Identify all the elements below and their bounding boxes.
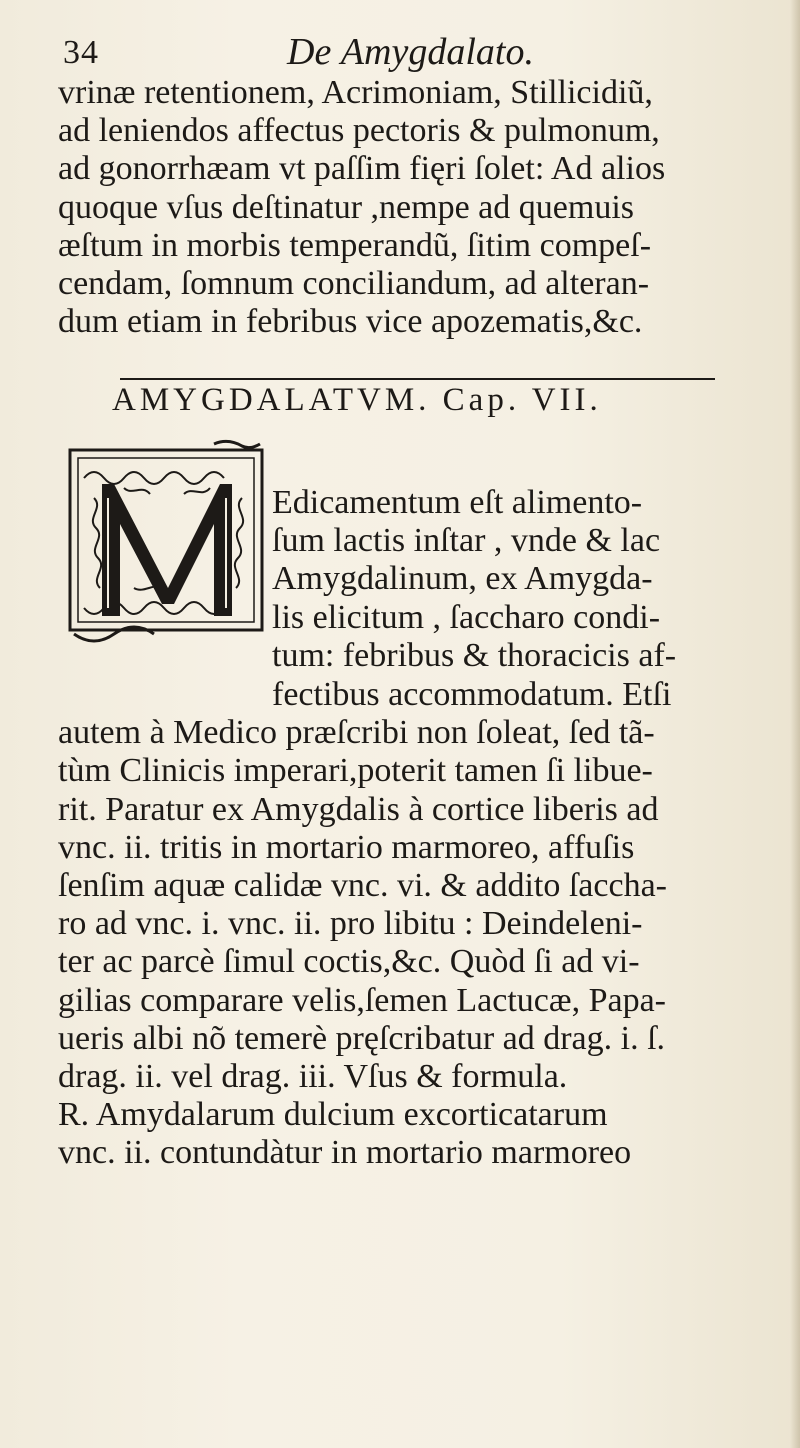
text-line: R. Amydalarum dulcium excorticatarum	[58, 1096, 608, 1134]
text-line: autem à Medico præſcribi non ſoleat, ſed tã-	[58, 714, 655, 752]
text-line: rit. Paratur ex Amygdalis à cortice liberis ad	[58, 790, 659, 828]
decorated-initial-m-icon	[64, 438, 276, 658]
text-line: ſenſim aquæ calidæ vnc. vi. & addito ſaccha-	[58, 867, 667, 905]
running-title: De Аmygdalato.	[287, 31, 534, 73]
text-line: vnc. ii. contundàtur in mortario marmoreo	[58, 1134, 632, 1172]
text-line: tum: febribus & thoracicis af-	[272, 636, 677, 674]
text-line: ad gonorrhæam vt paſſim fięri ſolet: Ad alios	[58, 150, 666, 188]
text-line: Amygdalinum, ex Amygda-	[272, 560, 653, 598]
initial-paragraph	[272, 484, 772, 675]
chapter-rule	[120, 378, 715, 380]
text-line: lis elicitum , ſaccharo condi-	[272, 598, 661, 636]
text-line: drag. ii. vel drag. iii. Vſus & formula.	[58, 1058, 568, 1096]
text-line: tùm Clinicis imperari,poterit tamen ſi libue-	[58, 752, 653, 790]
intro-paragraph	[58, 74, 773, 341]
text-line: Edicamentum eſt alimento-	[272, 484, 643, 521]
text-line: gilias comparare velis,ſemen Lactucæ, Papa-	[58, 981, 666, 1019]
page-header	[55, 30, 755, 80]
body-paragraph	[58, 676, 773, 1173]
text-line: fectibus accommodatum. Etſi	[272, 676, 672, 713]
text-line: cendam, ſomnum conciliandum, ad alteran-	[58, 265, 650, 303]
text-line: vnc. ii. tritis in mortario marmoreo, affuſis	[58, 828, 635, 866]
text-line: quoque vſus deſtinatur ,nempe ad quemuis	[58, 188, 634, 226]
text-line: ſum lactis inſtar , vnde & lac	[272, 522, 661, 560]
text-line: æſtum in morbis temperandũ, ſitim compeſ-	[58, 226, 652, 264]
text-line: ueris albi nõ temerè pręſcribatur ad drag. i. ſ.	[58, 1019, 666, 1057]
text-line: ro ad vnc. i. vnc. ii. pro libitu : Deindeleni-	[58, 905, 643, 943]
text-line: dum etiam in febribus vice apozematis,&c.	[58, 303, 643, 341]
page-number: 34	[63, 34, 99, 71]
page-edge-shadow	[790, 0, 800, 1448]
text-line: ad leniendos affectus pectoris & pulmonum,	[58, 112, 660, 150]
chapter-heading: AMYGDALATVM. Cap. VII.	[112, 382, 602, 418]
decorated-initial	[64, 438, 276, 658]
text-line: vrinæ retentionem, Acrimoniam, Stillicidiũ,	[58, 74, 653, 111]
text-line: ter ac parcè ſimul coctis,&c. Quòd ſi ad vi-	[58, 943, 640, 981]
